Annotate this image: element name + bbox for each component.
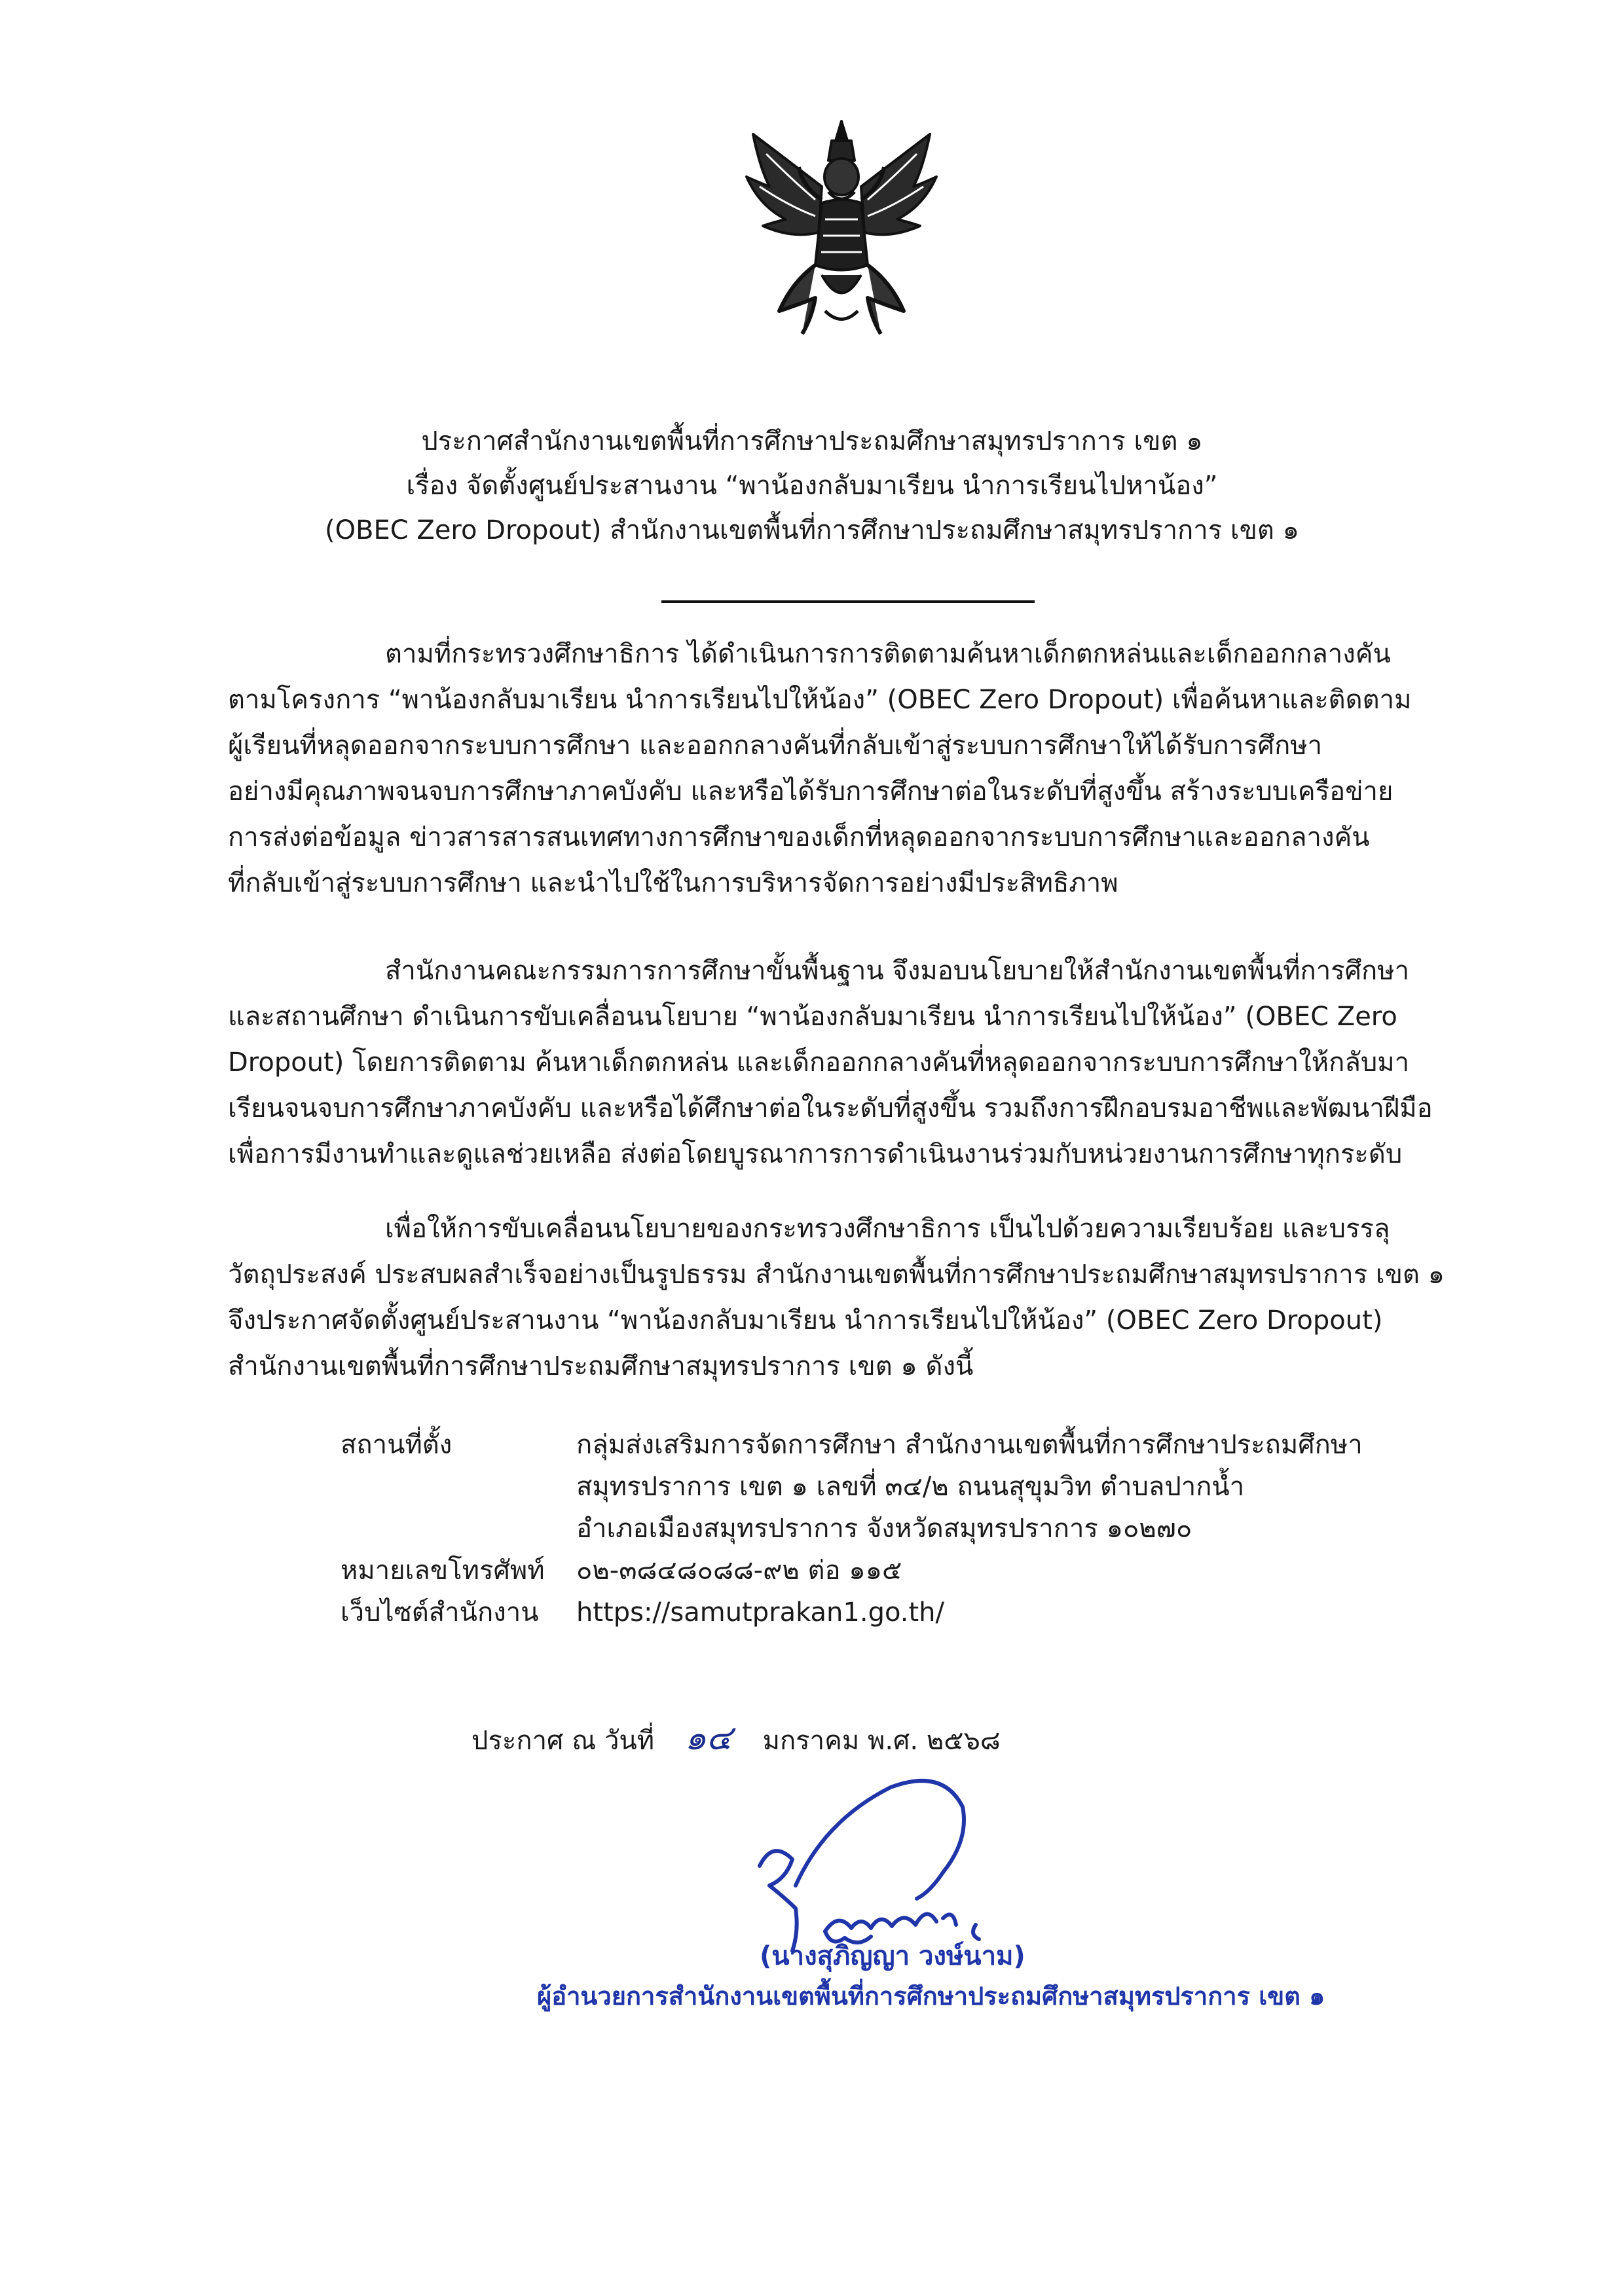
location-line: สมุทรปราการ เขต ๑ เลขที่ ๓๔/๒ ถนนสุขุมวิท ตำบลปากน้ำ (576, 1472, 1245, 1502)
paragraph-line: การส่งต่อข้อมูล ข่าวสารสารสนเทศทางการศึกษาของเด็กที่หลุดออกจากระบบการศึกษาและออกลางคัน (228, 822, 1370, 852)
location-row-cont (341, 1466, 1363, 1508)
location-row-cont (341, 1508, 1363, 1550)
website-row (341, 1592, 1363, 1633)
paragraph-line: ตามโครงการ “พาน้องกลับมาเรียน นำการเรียนไปให้น้อง” (OBEC Zero Dropout) เพื่อค้นหาและติดตาม (228, 685, 1412, 715)
paragraph-line: เพื่อการมีงานทำและดูแลช่วยเหลือ ส่งต่อโดยบูรณาการการดำเนินงานร่วมกับหน่วยงานการศึกษาทุกระดับ (228, 1139, 1403, 1169)
paragraph-line: สำนักงานคณะกรรมการการศึกษาขั้นพื้นฐาน จึงมอบนโยบายให้สำนักงานเขตพื้นที่การศึกษา (385, 956, 1410, 986)
title-line-3: (OBEC Zero Dropout) สำนักงานเขตพื้นที่การศึกษาประถมศึกษาสมุทรปราการ เขต ๑ (324, 515, 1300, 545)
announcement-title (196, 419, 1428, 553)
paragraph-line: สำนักงานเขตพื้นที่การศึกษาประถมศึกษาสมุทรปราการ เขต ๑ ดังนี้ (228, 1351, 974, 1381)
paragraph-line: และสถานศึกษา ดำเนินการขับเคลื่อนนโยบาย “พาน้องกลับมาเรียน นำการเรียนไปให้น้อง” (OBEC Zero (228, 1002, 1397, 1032)
paragraph-line: จึงประกาศจัดตั้งศูนย์ประสานงาน “พาน้องกลับมาเรียน นำการเรียนไปให้น้อง” (OBEC Zero Dropout) (228, 1305, 1383, 1336)
spacer (341, 1466, 576, 1508)
location-line: กลุ่มส่งเสริมการจัดการศึกษา สำนักงานเขตพื้นที่การศึกษาประถมศึกษา (576, 1430, 1363, 1460)
paragraph-line: เรียนจนจบการศึกษาภาคบังคับ และหรือได้ศึกษาต่อในระดับที่สูงขึ้น รวมถึงการฝึกอบรมอาชีพและพัฒนาฝีมือ (228, 1093, 1433, 1123)
signer-name: (นางสุภิญญา วงษ์นาม) (760, 1941, 1025, 1971)
announcement-date (471, 1715, 1001, 1764)
phone-label: หมายเลขโทรศัพท์ (341, 1556, 545, 1586)
body-paragraph-1 (228, 631, 1472, 906)
date-prefix: ประกาศ ณ วันที่ (471, 1726, 655, 1756)
title-divider (661, 600, 1035, 603)
location-row (341, 1424, 1363, 1466)
website-link[interactable]: https://samutprakan1.go.th/ (576, 1597, 944, 1628)
phone-row (341, 1550, 1363, 1592)
spacer (341, 1508, 576, 1550)
contact-info (341, 1424, 1363, 1633)
signer-position: ผู้อำนวยการสำนักงานเขตพื้นที่การศึกษาประถมศึกษาสมุทรปราการ เขต ๑ (537, 1982, 1325, 2011)
body-paragraph-2 (228, 948, 1472, 1177)
paragraph-line: อย่างมีคุณภาพจนจบการศึกษาภาคบังคับ และหรือได้รับการศึกษาต่อในระดับที่สูงขึ้น สร้างระบบเครือข่าย (228, 776, 1393, 807)
paragraph-line: ที่กลับเข้าสู่ระบบการศึกษา และนำไปใช้ในการบริหารจัดการอย่างมีประสิทธิภาพ (228, 868, 1118, 898)
paragraph-line: วัตถุประสงค์ ประสบผลสำเร็จอย่างเป็นรูปธรรม สำนักงานเขตพื้นที่การศึกษาประถมศึกษาสมุทรปราการ เขต ๑ (228, 1260, 1445, 1290)
paragraph-line: ตามที่กระทรวงศึกษาธิการ ได้ดำเนินการการติดตามค้นหาเด็กตกหล่นและเด็กออกกลางคัน (385, 639, 1391, 669)
paragraph-line: เพื่อให้การขับเคลื่อนนโยบายของกระทรวงศึกษาธิการ เป็นไปด้วยความเรียบร้อย และบรรลุ (385, 1214, 1390, 1244)
title-line-2: เรื่อง จัดตั้งศูนย์ประสานงาน “พาน้องกลับมาเรียน นำการเรียนไปหาน้อง” (406, 471, 1218, 501)
location-label: สถานที่ตั้ง (341, 1430, 452, 1460)
paragraph-line: ผู้เรียนที่หลุดออกจากระบบการศึกษา และออกกลางคันที่กลับเข้าสู่ระบบการศึกษาให้ได้รับการศึกษา (228, 731, 1323, 761)
location-line: อำเภอเมืองสมุทรปราการ จังหวัดสมุทรปราการ ๑๐๒๗๐ (576, 1514, 1192, 1544)
garuda-emblem-icon (740, 115, 943, 340)
date-suffix: มกราคม พ.ศ. ๒๕๖๘ (762, 1726, 1001, 1756)
paragraph-line: Dropout) โดยการติดตาม ค้นหาเด็กตกหล่น และเด็กออกกลางคันที่หลุดออกจากระบบการศึกษาให้กลับมา (228, 1048, 1410, 1078)
phone-value: ๐๒-๓๘๔๘๐๘๘-๙๒ ต่อ ๑๑๕ (576, 1556, 902, 1586)
title-line-1: ประกาศสำนักงานเขตพื้นที่การศึกษาประถมศึกษาสมุทรปราการ เขต ๑ (421, 426, 1203, 456)
body-paragraph-3 (228, 1206, 1472, 1389)
website-label: เว็บไซต์สำนักงาน (341, 1597, 539, 1628)
date-day: ๑๔ (684, 1719, 733, 1758)
